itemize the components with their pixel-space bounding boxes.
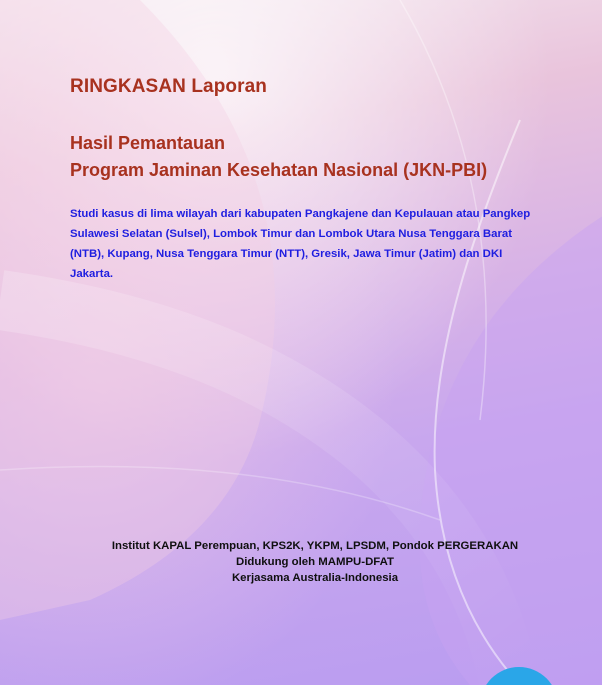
organizations-line: Institut KAPAL Perempuan, KPS2K, YKPM, LPSDM, Pondok PERGERAKAN bbox=[111, 540, 519, 552]
page-edge-strip bbox=[602, 0, 612, 685]
report-title-line-1: Hasil Pemantauan bbox=[70, 133, 226, 153]
case-study-description: Studi kasus di lima wilayah dari kabupaten Pangkajene dan Kepulauan atau Pangkep Sulawesi Selatan (Sulsel), Lombok Timur dan Lombok Utara Nusa Tenggara Barat (NTB), Kupang, Nusa Tenggara Timur (NTT), Gresik, Jawa Timur (Jatim) dan DKI Jakarta. bbox=[70, 208, 531, 280]
report-title-line-2: Program Jaminan Kesehatan Nasional (JKN-PBI) bbox=[70, 160, 488, 180]
report-label: RINGKASAN Laporan bbox=[70, 76, 267, 97]
supported-by-line: Didukung oleh MAMPU-DFAT bbox=[236, 556, 394, 568]
partnership-line: Kerjasama Australia-Indonesia bbox=[231, 572, 399, 584]
report-title bbox=[70, 130, 590, 184]
cover-footer bbox=[40, 538, 590, 586]
